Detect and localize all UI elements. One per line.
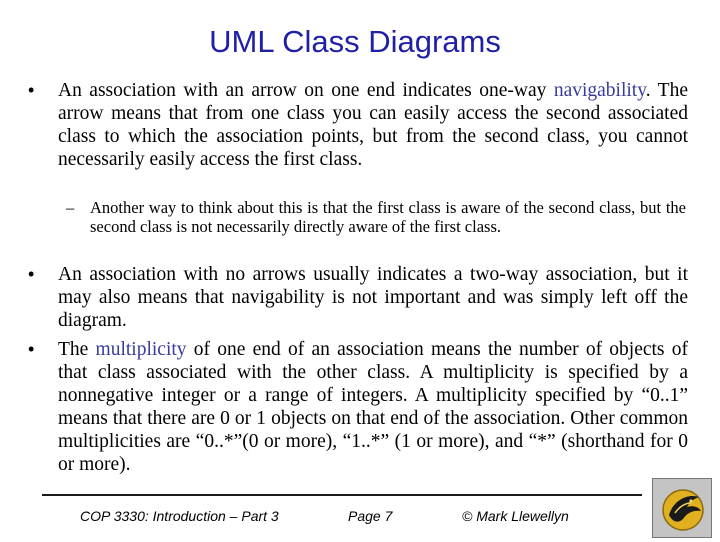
bullet-1-text-a: An association with an arrow on one end indicates one-way bbox=[58, 80, 554, 101]
bullet-marker: • bbox=[28, 339, 35, 359]
page-title: UML Class Diagrams bbox=[209, 24, 501, 59]
bullet-1-text-b: . The arrow means that from one class you can easily access the second associated class to which the association points, but from the second class, you cannot necessarily easily access the first class. bbox=[58, 80, 688, 170]
term-navigability: navigability bbox=[553, 80, 646, 101]
bullet-2-text: An association with no arrows usually indicates a two-way association, but it may also means that navigability is not important and was simply left off the diagram. bbox=[58, 264, 688, 331]
footer-page-number: Page 7 bbox=[348, 508, 393, 524]
sub-bullet-marker: – bbox=[66, 198, 75, 217]
term-multiplicity: multiplicity bbox=[95, 339, 187, 360]
footer-author: © Mark Llewellyn bbox=[462, 508, 569, 524]
bullet-1 bbox=[28, 79, 688, 171]
bullet-marker: • bbox=[28, 264, 35, 284]
footer bbox=[2, 494, 718, 536]
bullet-3-text-a: The bbox=[58, 339, 96, 360]
footer-rule bbox=[42, 494, 642, 496]
footer-course: COP 3330: Introduction – Part 3 bbox=[80, 508, 279, 524]
bullet-marker: • bbox=[28, 80, 35, 100]
bullet-3-text-b: of one end of an association means the number of objects of that class associated with the other class. A multiplicity is specified by a nonnegative integer or a range of integers. A multiplicity specified by “0..1” means that there are 0 or 1 objects on that end of the association. Other common multiplicities are “0..*”(0 or more), “1..*” (1 or more), and “*” (shorthand for 0 or more). bbox=[58, 339, 688, 475]
bullet-2 bbox=[28, 263, 688, 332]
ucf-pegasus-logo-icon bbox=[652, 478, 712, 538]
sub-bullet bbox=[66, 198, 686, 236]
sub-bullet-text: Another way to think about this is that the first class is aware of the second class, but the second class is not necessarily directly aware of the first class. bbox=[90, 198, 686, 236]
bullet-3 bbox=[28, 338, 688, 476]
bullet-1-text bbox=[58, 79, 688, 171]
bullet-3-text bbox=[58, 338, 688, 476]
